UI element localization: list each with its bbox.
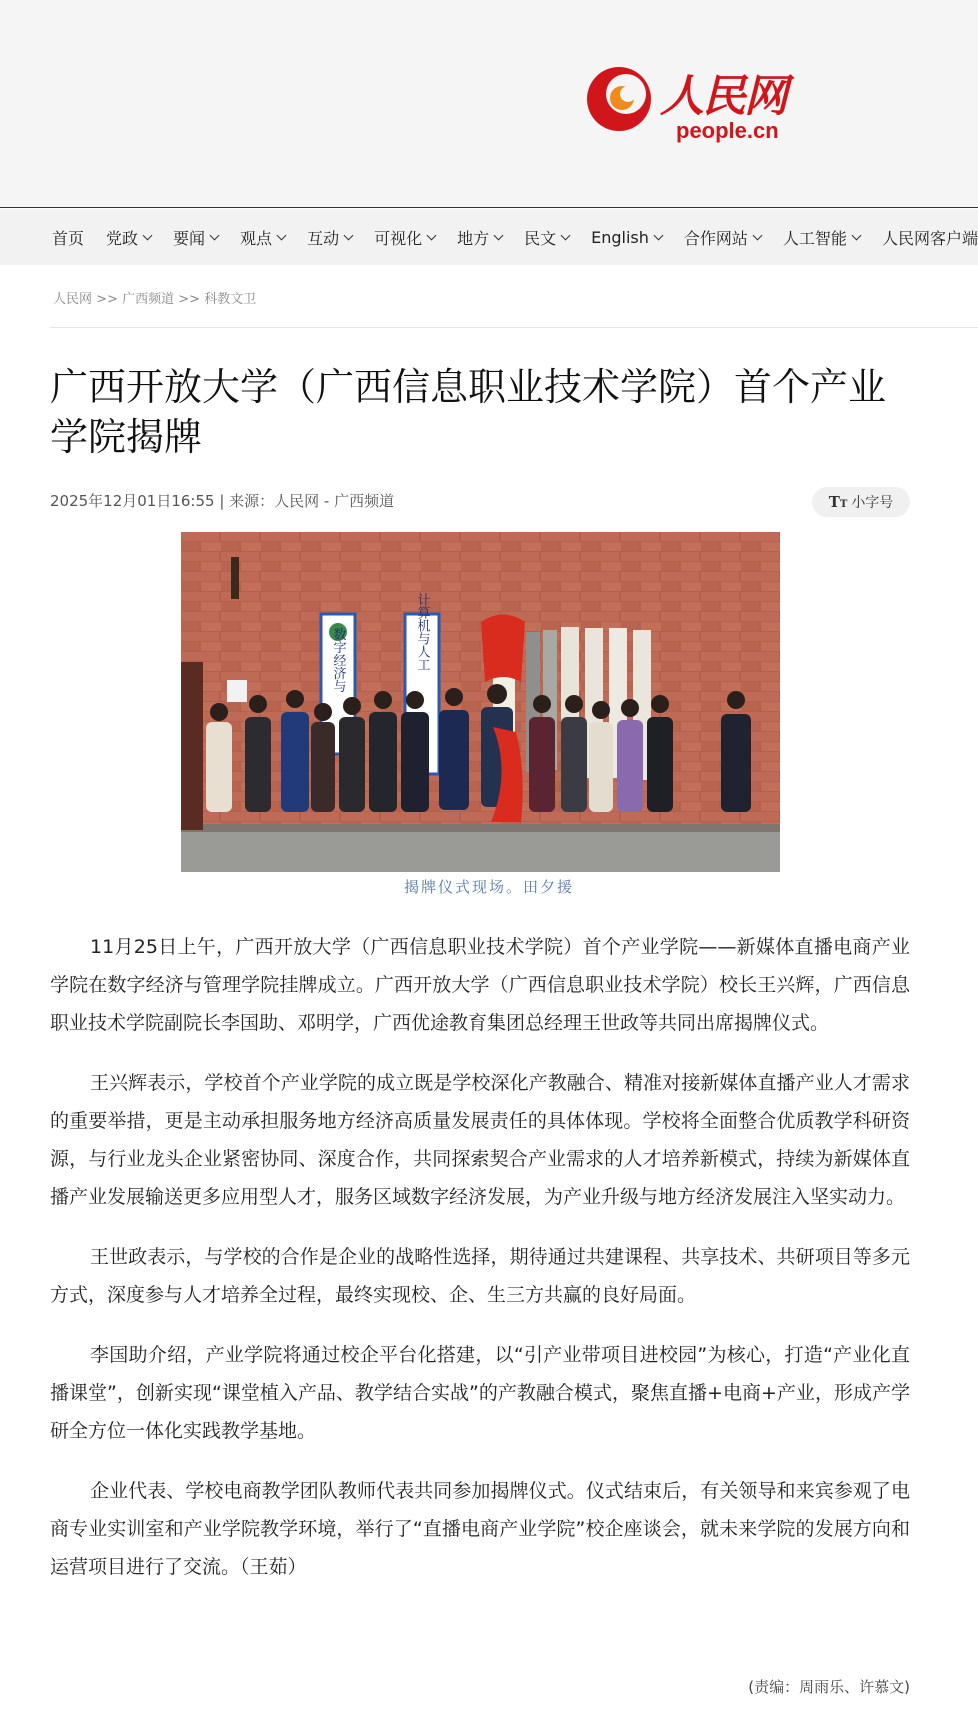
nav-item[interactable] bbox=[882, 226, 978, 249]
article-paragraph: 11月25日上午，广西开放大学（广西信息职业技术学院）首个产业学院——新媒体直播电商产业学院在数字经济与管理学院挂牌成立。广西开放大学（广西信息职业技术学院）校长王兴辉，广西信息职业技术学院副院长李国助、邓明学，广西优途教育集团总经理王世政等共同出席揭牌仪式。 bbox=[50, 936, 910, 1034]
editor-credit: (责编：周雨乐、许慕文) bbox=[748, 1678, 910, 1696]
main-nav bbox=[0, 209, 978, 265]
chevron-down-icon bbox=[344, 230, 354, 240]
breadcrumb-item-channel[interactable]: 广西频道 bbox=[122, 292, 175, 307]
chevron-down-icon bbox=[210, 230, 220, 240]
sign-text-middle: 计算机与人工 bbox=[414, 593, 430, 671]
article-paragraph: 王世政表示，与学校的合作是企业的战略性选择，期待通过共建课程、共享技术、共研项目等多元方式，深度参与人才培养全过程，最终实现校、企、生三方共赢的良好局面。 bbox=[50, 1246, 910, 1306]
nav-item-label: 互动 bbox=[307, 228, 340, 248]
nav-item-label: 合作网站 bbox=[683, 228, 748, 248]
chevron-down-icon bbox=[427, 230, 437, 240]
ceremony-photo-illustration bbox=[181, 532, 780, 872]
nav-item-label: 人工智能 bbox=[782, 228, 847, 248]
chevron-down-icon bbox=[561, 230, 571, 240]
breadcrumb-item-home[interactable]: 人民网 bbox=[53, 292, 93, 307]
nav-item-label: 可视化 bbox=[374, 228, 423, 248]
font-size-toggle-label: 小字号 bbox=[851, 495, 894, 511]
nav-item-label: English bbox=[591, 227, 649, 247]
nav-item[interactable] bbox=[591, 228, 662, 247]
people-cn-logo[interactable] bbox=[582, 62, 802, 150]
divider bbox=[50, 327, 978, 328]
nav-item-label: 要闻 bbox=[173, 228, 206, 248]
chevron-down-icon bbox=[277, 230, 287, 240]
nav-item[interactable] bbox=[524, 226, 569, 249]
nav-item-label: 首页 bbox=[52, 228, 85, 248]
article-meta: 2025年12月01日16:55 | 来源：人民网 - 广西频道 bbox=[50, 492, 395, 510]
nav-item-label: 民文 bbox=[524, 228, 557, 248]
breadcrumb-separator: >> bbox=[178, 292, 201, 307]
sign-text-left: 数字经济与 bbox=[330, 627, 346, 693]
nav-item[interactable] bbox=[52, 226, 84, 249]
article-paragraph: 企业代表、学校电商教学团队教师代表共同参加揭牌仪式。仪式结束后，有关领导和来宾参观了电商专业实训室和产业学院教学环境，举行了“直播电商产业学院”校企座谈会，就未来学院的发展方向和运营项目进行了交流。（王茹） bbox=[50, 1480, 910, 1578]
nav-item[interactable] bbox=[106, 226, 151, 249]
nav-item-label: 人民网客户端 bbox=[881, 228, 978, 248]
chevron-down-icon bbox=[143, 230, 153, 240]
article-photo bbox=[181, 532, 780, 872]
article-paragraph: 王兴辉表示，学校首个产业学院的成立既是学校深化产教融合、精准对接新媒体直播产业人才需求的重要举措，更是主动承担服务地方经济高质量发展责任的具体体现。学校将全面整合优质教学科研资源，与行业龙头企业紧密协同、深度合作，共同探索契合产业需求的人才培养新模式，持续为新媒体直播产业发展输送更多应用型人才，服务区域数字经济发展，为产业升级与地方经济发展注入坚实动力。 bbox=[50, 1072, 910, 1208]
nav-item[interactable] bbox=[240, 226, 285, 249]
article-body bbox=[50, 928, 910, 1608]
article-paragraph: 李国助介绍，产业学院将通过校企平台化搭建，以“引产业带项目进校园”为核心，打造“产业化直播课堂”，创新实现“课堂植入产品、教学结合实战”的产教融合模式，聚焦直播+电商+产业，形成产学研全方位一体化实践教学基地。 bbox=[50, 1344, 910, 1442]
nav-item-label: 党政 bbox=[106, 228, 139, 248]
nav-item[interactable] bbox=[173, 226, 218, 249]
breadcrumb-item-section[interactable]: 科教文卫 bbox=[204, 292, 257, 307]
nav-item[interactable] bbox=[783, 226, 860, 249]
font-size-toggle-button[interactable] bbox=[812, 487, 910, 517]
logo-brand-text: 人民网 bbox=[660, 71, 786, 122]
nav-item[interactable] bbox=[684, 226, 761, 249]
site-header bbox=[0, 0, 978, 208]
nav-item[interactable] bbox=[374, 226, 435, 249]
breadcrumb-separator: >> bbox=[96, 292, 118, 307]
logo-swirl-icon bbox=[582, 62, 656, 136]
chevron-down-icon bbox=[851, 230, 861, 240]
nav-item[interactable] bbox=[457, 226, 502, 249]
chevron-down-icon bbox=[494, 230, 504, 240]
nav-item-label: 地方 bbox=[457, 228, 490, 248]
nav-item[interactable] bbox=[307, 226, 352, 249]
chevron-down-icon bbox=[752, 230, 762, 240]
breadcrumb bbox=[53, 288, 256, 307]
font-size-icon: TT bbox=[828, 493, 848, 511]
nav-item-label: 观点 bbox=[240, 228, 273, 248]
chevron-down-icon bbox=[653, 230, 663, 240]
page-title: 广西开放大学（广西信息职业技术学院）首个产业学院揭牌 bbox=[50, 365, 887, 459]
logo-domain-text: people.cn bbox=[676, 118, 779, 143]
photo-caption: 揭牌仪式现场。田夕援 bbox=[403, 878, 574, 896]
